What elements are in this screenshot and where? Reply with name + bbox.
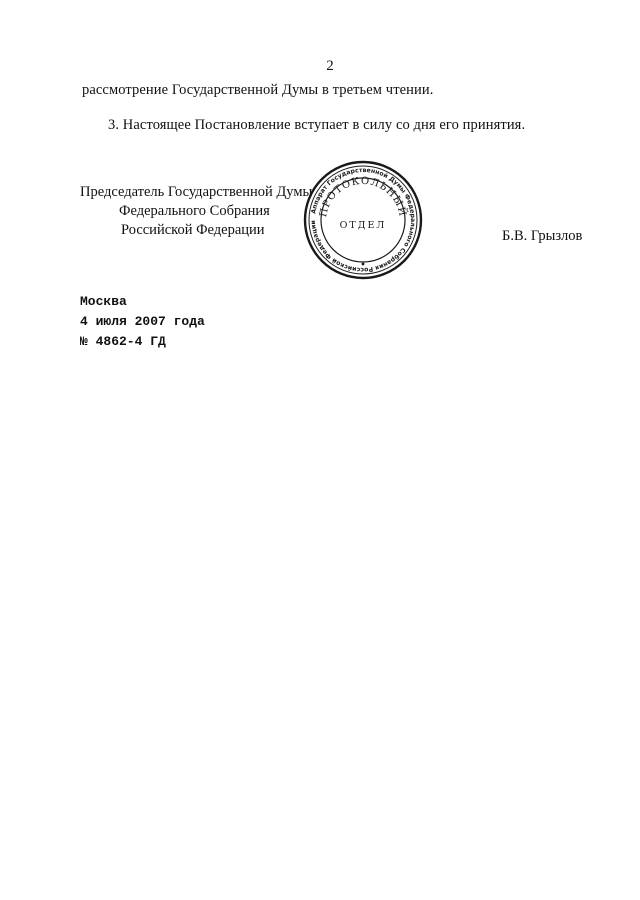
signatory-title-line-3: Российской Федерации [121, 222, 265, 238]
document-number: № 4862-4 ГД [80, 334, 166, 349]
signatory-title-block [80, 183, 320, 240]
stamp-center-text: ОТДЕЛ [339, 220, 387, 231]
date: 4 июля 2007 года [80, 314, 205, 329]
signatory-title-line-1: Председатель Государственной Думы [80, 184, 313, 200]
official-seal-stamp [302, 159, 424, 281]
page-number: 2 [326, 58, 334, 74]
signer-name: Б.В. Грызлов [502, 228, 583, 244]
stamp-outer-text: Аппарат Государственной Думы Федерального Собрания Российской Федерации [309, 166, 417, 274]
stamp-inner-arc-text: ПРОТОКОЛЬНЫЙ [318, 175, 408, 219]
signatory-title-line-2: Федерального Собрания [119, 203, 270, 219]
clause-3: 3. Настоящее Постановление вступает в силу со дня его принятия. [108, 117, 526, 133]
paragraph-continuation: рассмотрение Государственной Думы в третьем чтении. [82, 82, 434, 98]
stamp-dot [362, 263, 365, 266]
place: Москва [80, 294, 127, 309]
document-footer [80, 292, 205, 352]
